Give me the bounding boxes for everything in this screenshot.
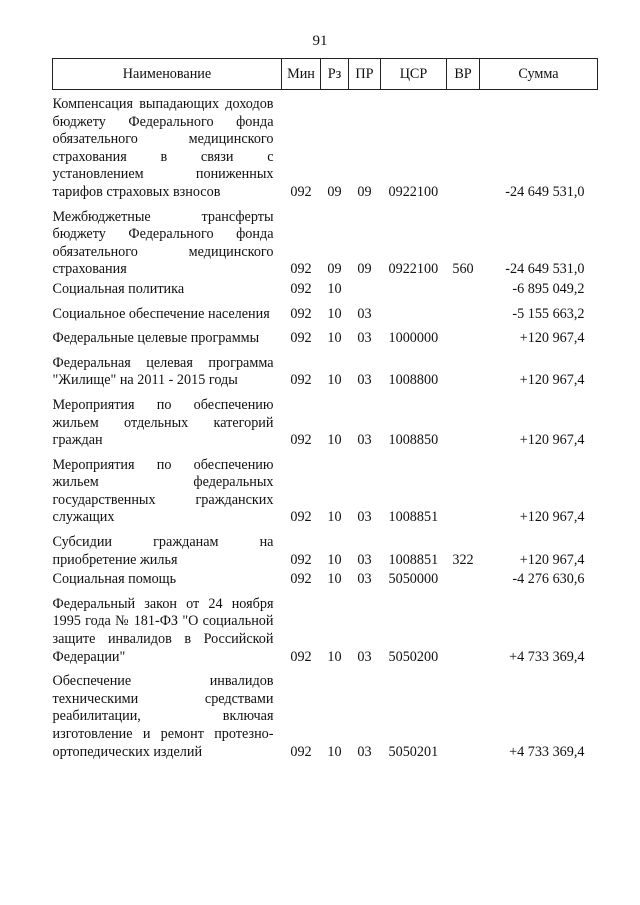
row-sum: +120 967,4: [519, 330, 585, 347]
row-rz: 09: [327, 261, 342, 278]
row-sum: -6 895 049,2: [512, 280, 585, 297]
row-sum: +4 733 369,4: [509, 743, 585, 760]
row-min: 092: [290, 571, 312, 588]
row-vr: [447, 279, 480, 299]
row-rz: 10: [327, 509, 342, 526]
row-vr: [447, 450, 480, 527]
row-min: 092: [290, 743, 312, 760]
row-vr: [447, 390, 480, 450]
row-min: 092: [290, 372, 312, 389]
table-row: [53, 348, 598, 390]
row-rz: 10: [327, 648, 342, 665]
row-vr: [447, 348, 480, 390]
row-min: 092: [290, 432, 312, 449]
row-vr: 560: [452, 261, 474, 278]
row-name: Межбюджетные трансферты бюджету Федерального фонда обязательного медицинского страхования: [52, 208, 274, 278]
row-pr: 03: [357, 743, 372, 760]
row-pr: 09: [357, 261, 372, 278]
row-name: Мероприятия по обеспечению жильем федеральных государственных гражданских служащих: [52, 456, 274, 526]
row-name: Социальное обеспечение населения: [52, 305, 270, 322]
table-row: [53, 323, 598, 348]
row-name: Социальная помощь: [52, 571, 177, 588]
row-name: Мероприятия по обеспечению жильем отдельных категорий граждан: [52, 396, 274, 449]
row-sum: +120 967,4: [519, 432, 585, 449]
row-rz: 09: [327, 183, 342, 200]
row-pr: 03: [357, 305, 372, 322]
row-sum: +120 967,4: [519, 551, 585, 568]
row-min: 092: [290, 261, 312, 278]
row-csr: 1008851: [388, 551, 439, 568]
row-name: Социальная политика: [52, 280, 185, 297]
row-rz: 10: [327, 571, 342, 588]
row-vr: [447, 323, 480, 348]
row-pr: 03: [357, 432, 372, 449]
row-min: 092: [290, 305, 312, 322]
row-vr: 322: [452, 551, 474, 568]
row-pr: 03: [357, 551, 372, 568]
row-pr: 09: [357, 183, 372, 200]
row-csr: 0922100: [388, 183, 439, 200]
header-csr: ЦСР: [381, 59, 447, 90]
row-csr: 5050201: [388, 743, 439, 760]
row-vr: [447, 90, 480, 202]
table-row: [53, 527, 598, 569]
row-pr: 03: [357, 509, 372, 526]
row-csr: 1008851: [388, 509, 439, 526]
header-vr: ВР: [447, 59, 480, 90]
row-sum: -4 276 630,6: [512, 571, 585, 588]
row-sum: -24 649 531,0: [505, 183, 585, 200]
table-row: [53, 202, 598, 279]
row-min: 092: [290, 330, 312, 347]
row-name: Обеспечение инвалидов техническими средствами реабилитации, включая изготовление и ремонт протезно-ортопедических изделий: [52, 673, 274, 760]
header-name: Наименование: [53, 59, 282, 90]
row-name: Федеральная целевая программа "Жилище" на 2011 - 2015 годы: [52, 354, 274, 389]
row-rz: 10: [327, 330, 342, 347]
table-row: [53, 279, 598, 299]
header-rz: Рз: [321, 59, 349, 90]
table-row: [53, 450, 598, 527]
row-min: 092: [290, 509, 312, 526]
row-csr: 5050200: [388, 648, 439, 665]
row-rz: 10: [327, 372, 342, 389]
header-sum: Сумма: [480, 59, 598, 90]
row-rz: 10: [327, 432, 342, 449]
table-row: [53, 569, 598, 589]
table-row: [53, 666, 598, 761]
table-row: [53, 390, 598, 450]
row-pr: 03: [357, 372, 372, 389]
row-name: Федеральные целевые программы: [52, 330, 260, 347]
row-rz: 10: [327, 743, 342, 760]
row-min: 092: [290, 648, 312, 665]
page-number: 91: [312, 33, 328, 49]
row-name: Компенсация выпадающих доходов бюджету Федерального фонда обязательного медицинского страхования в связи с установлением пониженных тарифов страховых взносов: [52, 96, 274, 200]
row-csr: 1008800: [388, 372, 439, 389]
table-row: [53, 589, 598, 666]
row-min: 092: [290, 280, 312, 297]
row-rz: 10: [327, 305, 342, 322]
row-vr: [447, 589, 480, 666]
row-min: 092: [290, 183, 312, 200]
row-sum: +4 733 369,4: [509, 648, 585, 665]
row-min: 092: [290, 551, 312, 568]
row-name: Субсидии гражданам на приобретение жилья: [52, 534, 274, 568]
row-pr: [349, 279, 381, 299]
row-csr: [381, 299, 447, 324]
row-pr: 03: [357, 648, 372, 665]
table-header-row: [53, 59, 598, 90]
row-csr: 0922100: [388, 261, 439, 278]
budget-table: [52, 58, 598, 761]
row-vr: [447, 569, 480, 589]
row-pr: 03: [357, 330, 372, 347]
row-sum: +120 967,4: [519, 372, 585, 389]
row-rz: 10: [327, 551, 342, 568]
row-csr: [381, 279, 447, 299]
row-rz: 10: [327, 280, 342, 297]
header-pr: ПР: [349, 59, 381, 90]
row-sum: -24 649 531,0: [505, 261, 585, 278]
row-vr: [447, 299, 480, 324]
header-min: Мин: [282, 59, 321, 90]
table-row: [53, 299, 598, 324]
row-csr: 1000000: [388, 330, 439, 347]
row-sum: +120 967,4: [519, 509, 585, 526]
row-sum: -5 155 663,2: [512, 305, 585, 322]
table-row: [53, 90, 598, 202]
row-pr: 03: [357, 571, 372, 588]
row-vr: [447, 666, 480, 761]
row-csr: 1008850: [388, 432, 439, 449]
row-csr: 5050000: [388, 571, 439, 588]
row-name: Федеральный закон от 24 ноября 1995 года № 181-ФЗ "О социальной защите инвалидов в Российской Федерации": [52, 595, 274, 665]
